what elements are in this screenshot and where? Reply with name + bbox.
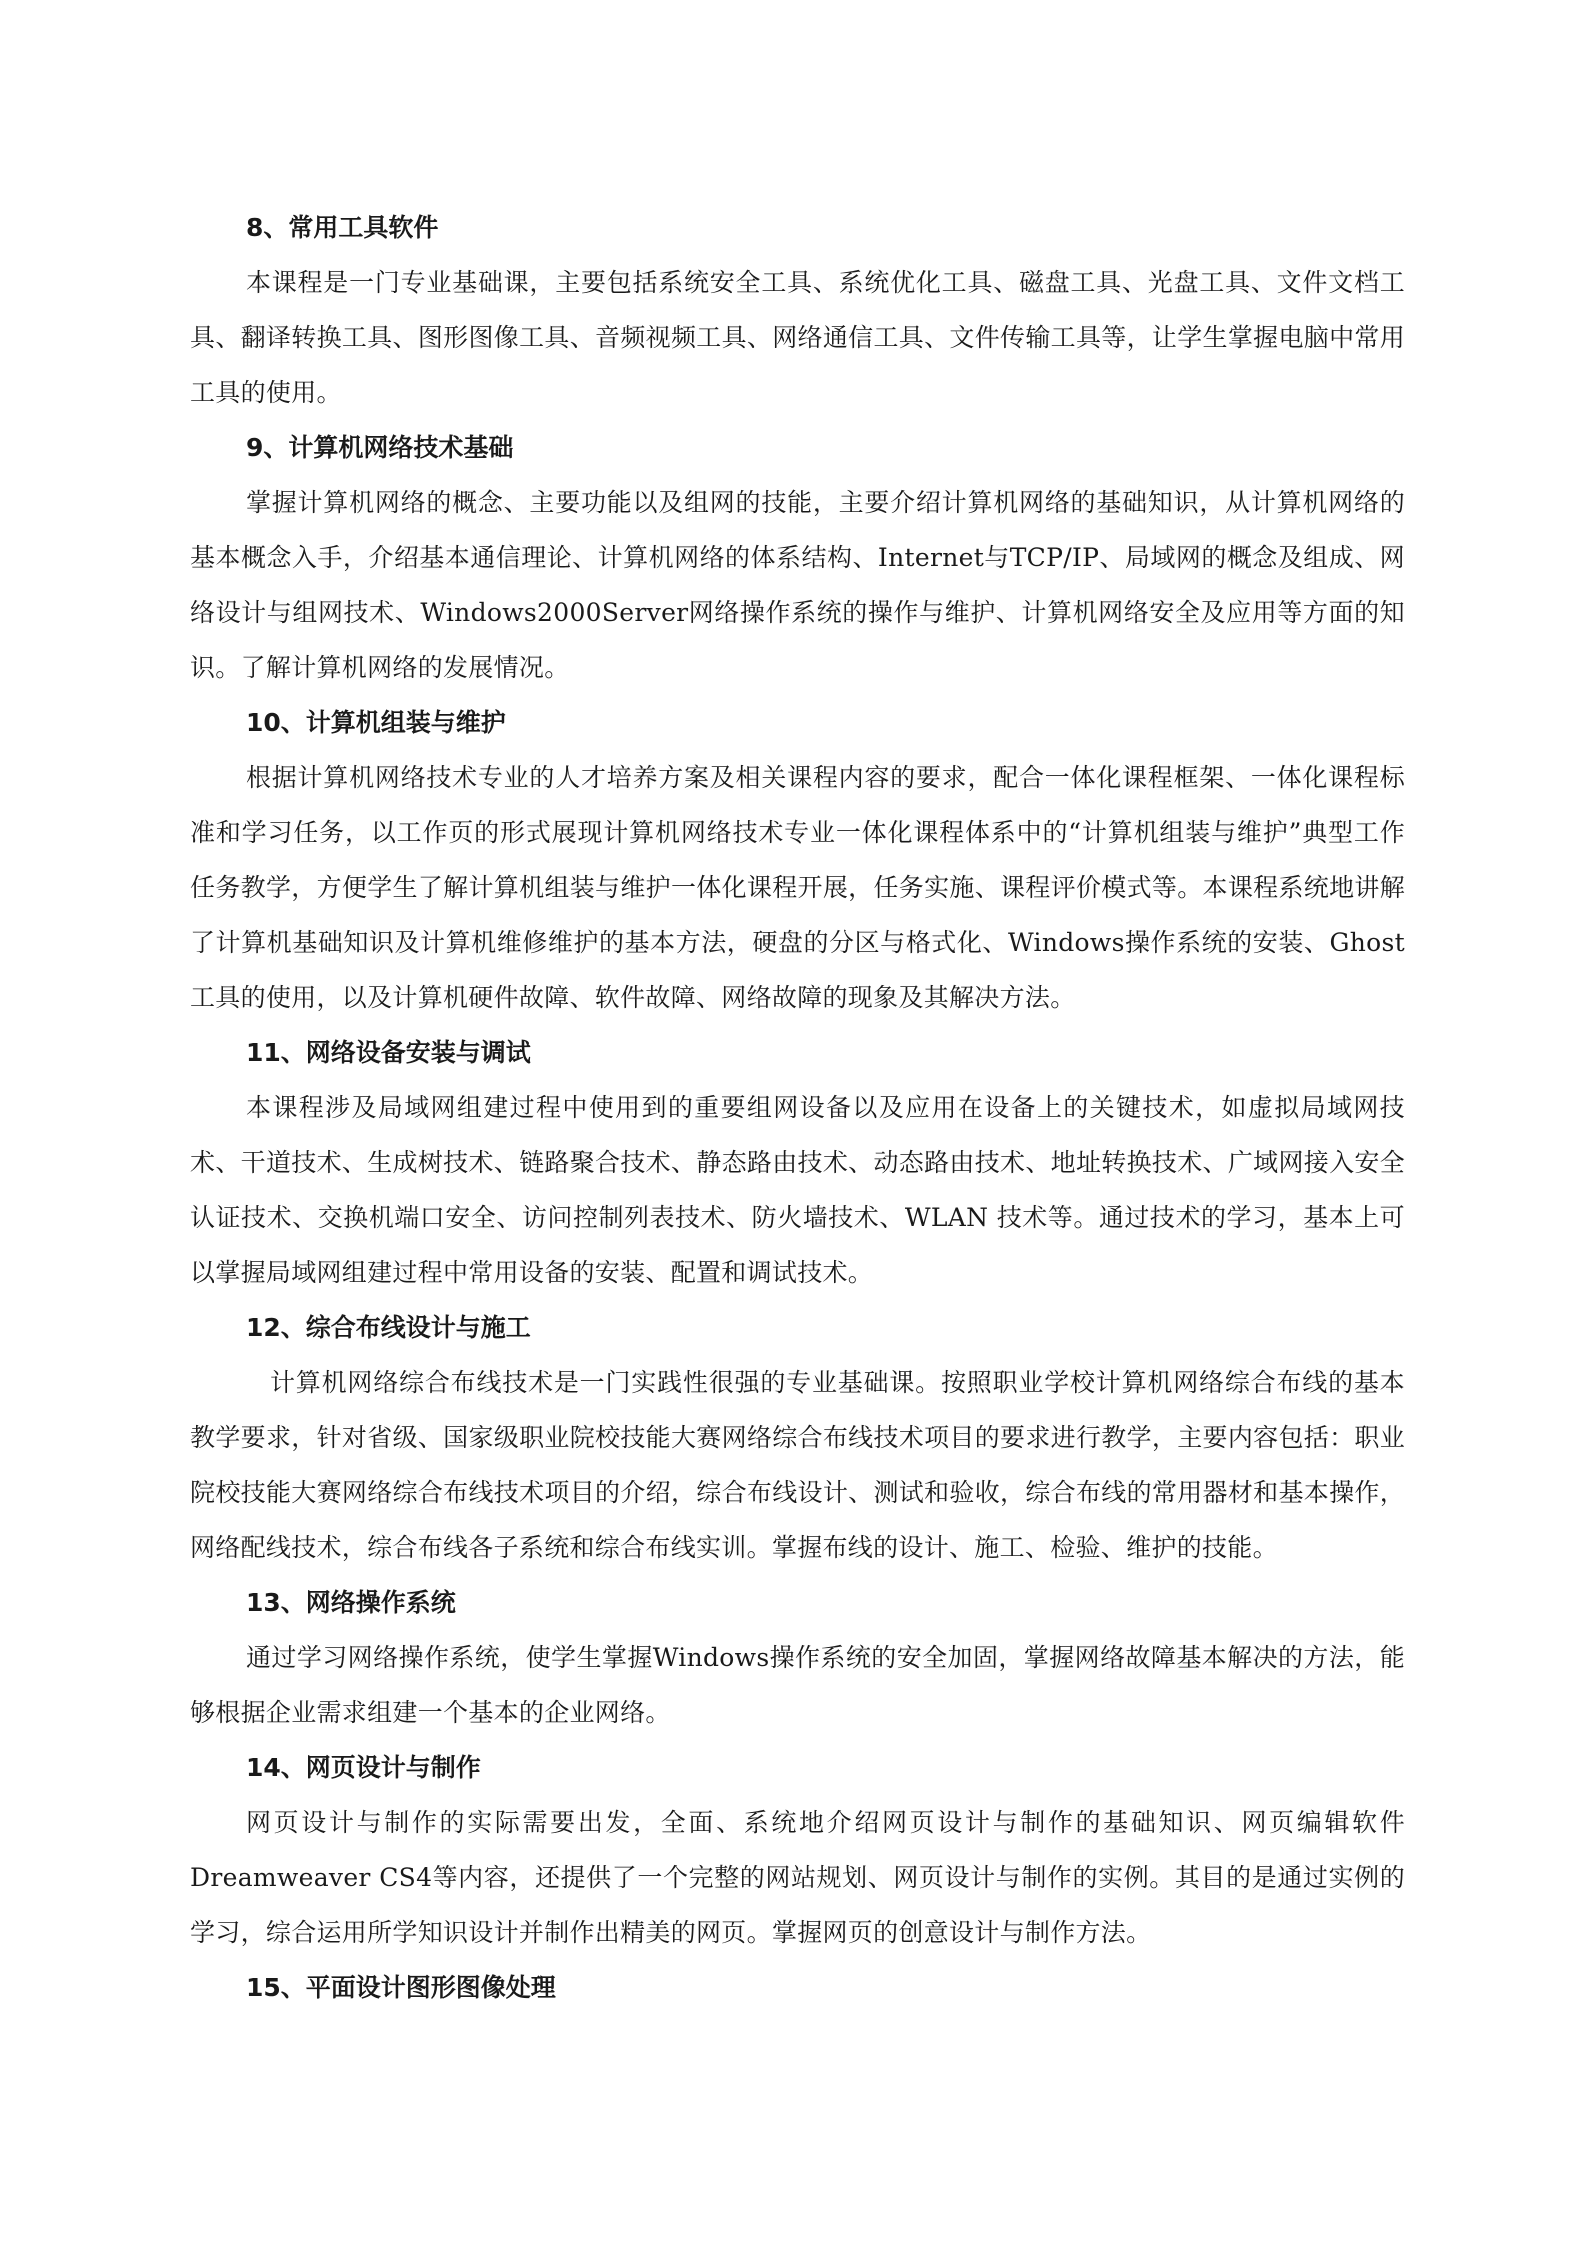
section-heading-14: 14、网页设计与制作: [246, 1753, 481, 1782]
section-heading-8: 8、常用工具软件: [246, 213, 439, 242]
section-body-13: 通过学习网络操作系统，使学生掌握Windows操作系统的安全加固，掌握网络故障基本解决的方法，能够根据企业需求组建一个基本的企业网络。: [190, 1643, 1405, 1727]
section-body-9: 掌握计算机网络的概念、主要功能以及组网的技能，主要介绍计算机网络的基础知识，从计算机网络的基本概念入手，介绍基本通信理论、计算机网络的体系结构、Internet与TCP/IP、局域网的概念及组成、网络设计与组网技术、Windows2000Server网络操作系统的操作与维护、计算机网络安全及应用等方面的知识。了解计算机网络的发展情况。: [190, 488, 1405, 682]
section-body-12: 计算机网络综合布线技术是一门实践性很强的专业基础课。按照职业学校计算机网络综合布线的基本教学要求，针对省级、国家级职业院校技能大赛网络综合布线技术项目的要求进行教学，主要内容包括：职业院校技能大赛网络综合布线技术项目的介绍，综合布线设计、测试和验收，综合布线的常用器材和基本操作，网络配线技术，综合布线各子系统和综合布线实训。掌握布线的设计、施工、检验、维护的技能。: [190, 1368, 1405, 1562]
section-heading-11: 11、网络设备安装与调试: [246, 1038, 531, 1067]
section-body-8: 本课程是一门专业基础课，主要包括系统安全工具、系统优化工具、磁盘工具、光盘工具、文件文档工具、翻译转换工具、图形图像工具、音频视频工具、网络通信工具、文件传输工具等，让学生掌握电脑中常用工具的使用。: [190, 268, 1405, 407]
section-heading-12: 12、综合布线设计与施工: [246, 1313, 531, 1342]
section-body-11: 本课程涉及局域网组建过程中使用到的重要组网设备以及应用在设备上的关键技术，如虚拟局域网技术、干道技术、生成树技术、链路聚合技术、静态路由技术、动态路由技术、地址转换技术、广域网接入安全认证技术、交换机端口安全、访问控制列表技术、防火墙技术、WLAN 技术等。通过技术的学习，基本上可以掌握局域网组建过程中常用设备的安装、配置和调试技术。: [190, 1093, 1405, 1287]
section-heading-10: 10、计算机组装与维护: [246, 708, 506, 737]
section-body-10: 根据计算机网络技术专业的人才培养方案及相关课程内容的要求，配合一体化课程框架、一体化课程标准和学习任务，以工作页的形式展现计算机网络技术专业一体化课程体系中的“计算机组装与维护”典型工作任务教学，方便学生了解计算机组装与维护一体化课程开展，任务实施、课程评价模式等。本课程系统地讲解了计算机基础知识及计算机维修维护的基本方法，硬盘的分区与格式化、Windows操作系统的安装、Ghost工具的使用，以及计算机硬件故障、软件故障、网络故障的现象及其解决方法。: [190, 763, 1405, 1012]
section-heading-15: 15、平面设计图形图像处理: [246, 1973, 556, 2002]
section-heading-13: 13、网络操作系统: [246, 1588, 456, 1617]
section-heading-9: 9、计算机网络技术基础: [246, 433, 514, 462]
document-page: [190, 200, 1405, 2015]
section-body-14: 网页设计与制作的实际需要出发，全面、系统地介绍网页设计与制作的基础知识、网页编辑软件Dreamweaver CS4等内容，还提供了一个完整的网站规划、网页设计与制作的实例。其目的是通过实例的学习，综合运用所学知识设计并制作出精美的网页。掌握网页的创意设计与制作方法。: [190, 1808, 1405, 1947]
